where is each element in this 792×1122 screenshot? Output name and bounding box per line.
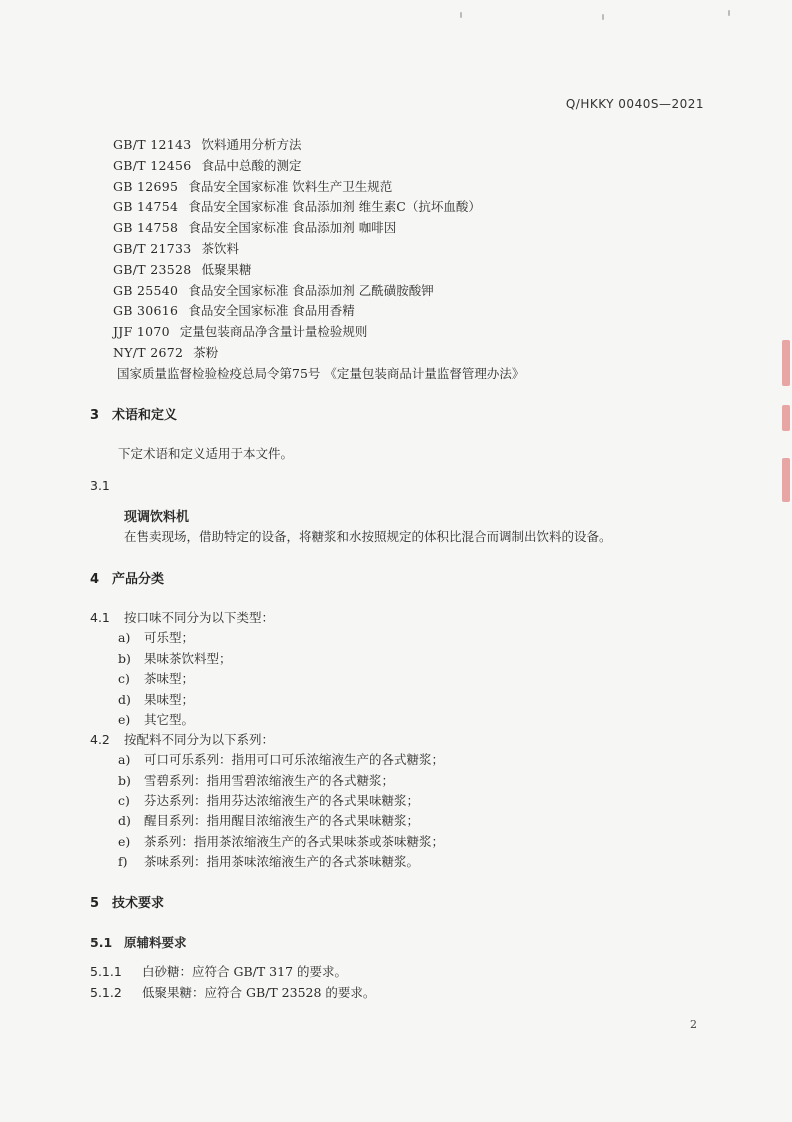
clause-5-1-2 [90, 983, 375, 1001]
flavor-item [118, 690, 194, 708]
item-marker: c) [118, 793, 130, 808]
item-text: 茶系列：指用茶浓缩液生产的各式果味茶或茶味糖浆； [144, 834, 445, 849]
reference-item [113, 177, 524, 198]
reference-name: 食品安全国家标准 食品添加剂 乙酰磺胺酸钾 [188, 282, 434, 298]
clause-text: 按配料不同分为以下系列： [124, 732, 275, 747]
reference-code: GB/T 21733 [113, 240, 192, 256]
clause-5-1-heading [90, 933, 187, 951]
section-number: 4 [90, 572, 100, 587]
clause-text: 低聚果糖：应符合 GB/T 23528 的要求。 [142, 985, 376, 1000]
item-text: 果味茶饮料型； [144, 651, 232, 666]
clause-4-1 [90, 608, 274, 626]
reference-code: GB 14758 [113, 220, 179, 236]
item-text: 醒目系列：指用醒目浓缩液生产的各式果味糖浆； [144, 813, 420, 828]
reference-law: 国家质量监督检验检疫总局令第75号 《定量包装商品计量监督管理办法》 [117, 365, 525, 381]
clause-title: 原辅料要求 [124, 935, 187, 950]
scan-speck [460, 12, 462, 18]
reference-code: GB 14754 [113, 199, 179, 215]
reference-name: 食品安全国家标准 食品用香精 [188, 303, 355, 319]
item-marker: a) [118, 752, 131, 767]
reference-code: GB 12695 [113, 178, 179, 194]
reference-name: 茶饮料 [201, 240, 239, 256]
section-title: 技术要求 [112, 896, 165, 911]
item-text: 茶味型； [144, 671, 195, 686]
series-item [118, 811, 419, 829]
clause-5-1-1 [90, 962, 347, 980]
reference-code: GB 25540 [113, 282, 179, 298]
item-marker: b) [118, 773, 131, 788]
reference-item [113, 197, 524, 218]
item-text: 雪碧系列：指用雪碧浓缩液生产的各式糖浆； [144, 773, 395, 788]
section-number: 3 [90, 408, 100, 423]
reference-code: GB/T 12456 [113, 157, 192, 173]
section-title: 产品分类 [112, 572, 165, 587]
item-marker: e) [118, 834, 131, 849]
reference-code: GB/T 23528 [113, 261, 192, 277]
section-number: 5 [90, 896, 100, 911]
clause-text: 按口味不同分为以下类型： [124, 610, 275, 625]
clause-text: 白砂糖：应符合 GB/T 317 的要求。 [142, 964, 347, 979]
series-item [118, 852, 419, 870]
section-3-heading [90, 404, 177, 423]
series-item [118, 750, 444, 768]
reference-item [113, 239, 524, 260]
item-marker: a) [118, 630, 131, 645]
seal-stamp-edge [778, 0, 792, 1122]
reference-code: GB/T 12143 [113, 137, 192, 152]
reference-item [113, 281, 524, 302]
reference-item [113, 218, 524, 239]
normative-references-list [113, 135, 524, 385]
scan-speck [602, 14, 604, 20]
reference-item [113, 301, 524, 322]
clause-number: 4.2 [90, 732, 110, 747]
flavor-item [118, 710, 194, 728]
item-text: 可口可乐系列：指用可口可乐浓缩液生产的各式糖浆； [144, 752, 445, 767]
term-name: 现调饮料机 [124, 510, 190, 525]
reference-item [113, 260, 524, 281]
reference-name: 食品中总酸的测定 [201, 157, 302, 173]
clause-4-2 [90, 730, 274, 748]
clause-number: 5.1.2 [90, 985, 122, 1000]
clause-number: 4.1 [90, 610, 110, 625]
item-text: 果味型； [144, 692, 195, 707]
item-marker: b) [118, 651, 131, 666]
item-marker: e) [118, 712, 131, 727]
series-item [118, 771, 394, 789]
section-4-heading [90, 568, 164, 587]
clause-number: 5.1.1 [90, 964, 122, 979]
reference-code: GB 30616 [113, 303, 179, 319]
reference-name: 食品安全国家标准 食品添加剂 咖啡因 [188, 220, 397, 236]
item-text: 芬达系列：指用芬达浓缩液生产的各式果味糖浆； [144, 793, 420, 808]
reference-name: 食品安全国家标准 食品添加剂 维生素C（抗坏血酸） [188, 199, 481, 215]
item-text: 其它型。 [144, 712, 195, 727]
term-definition: 在售卖现场，借助特定的设备，将糖浆和水按照规定的体积比混合而调制出饮料的设备。 [124, 529, 612, 544]
item-text: 茶味系列：指用茶味浓缩液生产的各式茶味糖浆。 [144, 854, 420, 869]
reference-item [113, 322, 524, 343]
standard-number: Q/HKKY 0040S—2021 [565, 97, 704, 111]
reference-item [113, 135, 524, 156]
flavor-item [118, 628, 194, 646]
reference-name: 茶粉 [193, 344, 219, 360]
scan-speck [728, 10, 730, 16]
reference-item [113, 156, 524, 177]
reference-item [113, 343, 524, 364]
item-marker: d) [118, 813, 131, 828]
item-text: 可乐型； [144, 630, 195, 645]
reference-name: 饮料通用分析方法 [201, 137, 302, 152]
section-5-heading [90, 892, 164, 911]
item-marker: f) [118, 854, 128, 869]
reference-name: 低聚果糖 [201, 261, 252, 277]
flavor-item [118, 649, 232, 667]
reference-name: 食品安全国家标准 饮料生产卫生规范 [188, 178, 393, 194]
flavor-item [118, 669, 194, 687]
series-item [118, 832, 444, 850]
section-title: 术语和定义 [112, 408, 178, 423]
series-item [118, 791, 419, 809]
reference-name: 定量包装商品净含量计量检验规则 [179, 324, 368, 340]
item-marker: d) [118, 692, 131, 707]
section-3-intro: 下定术语和定义适用于本文件。 [118, 446, 294, 461]
reference-code: NY/T 2672 [113, 344, 184, 360]
page-number: 2 [690, 1018, 697, 1031]
clause-number: 5.1 [90, 935, 113, 950]
clause-3-1-number: 3.1 [90, 478, 110, 493]
reference-code: JJF 1070 [113, 324, 170, 340]
item-marker: c) [118, 671, 130, 686]
